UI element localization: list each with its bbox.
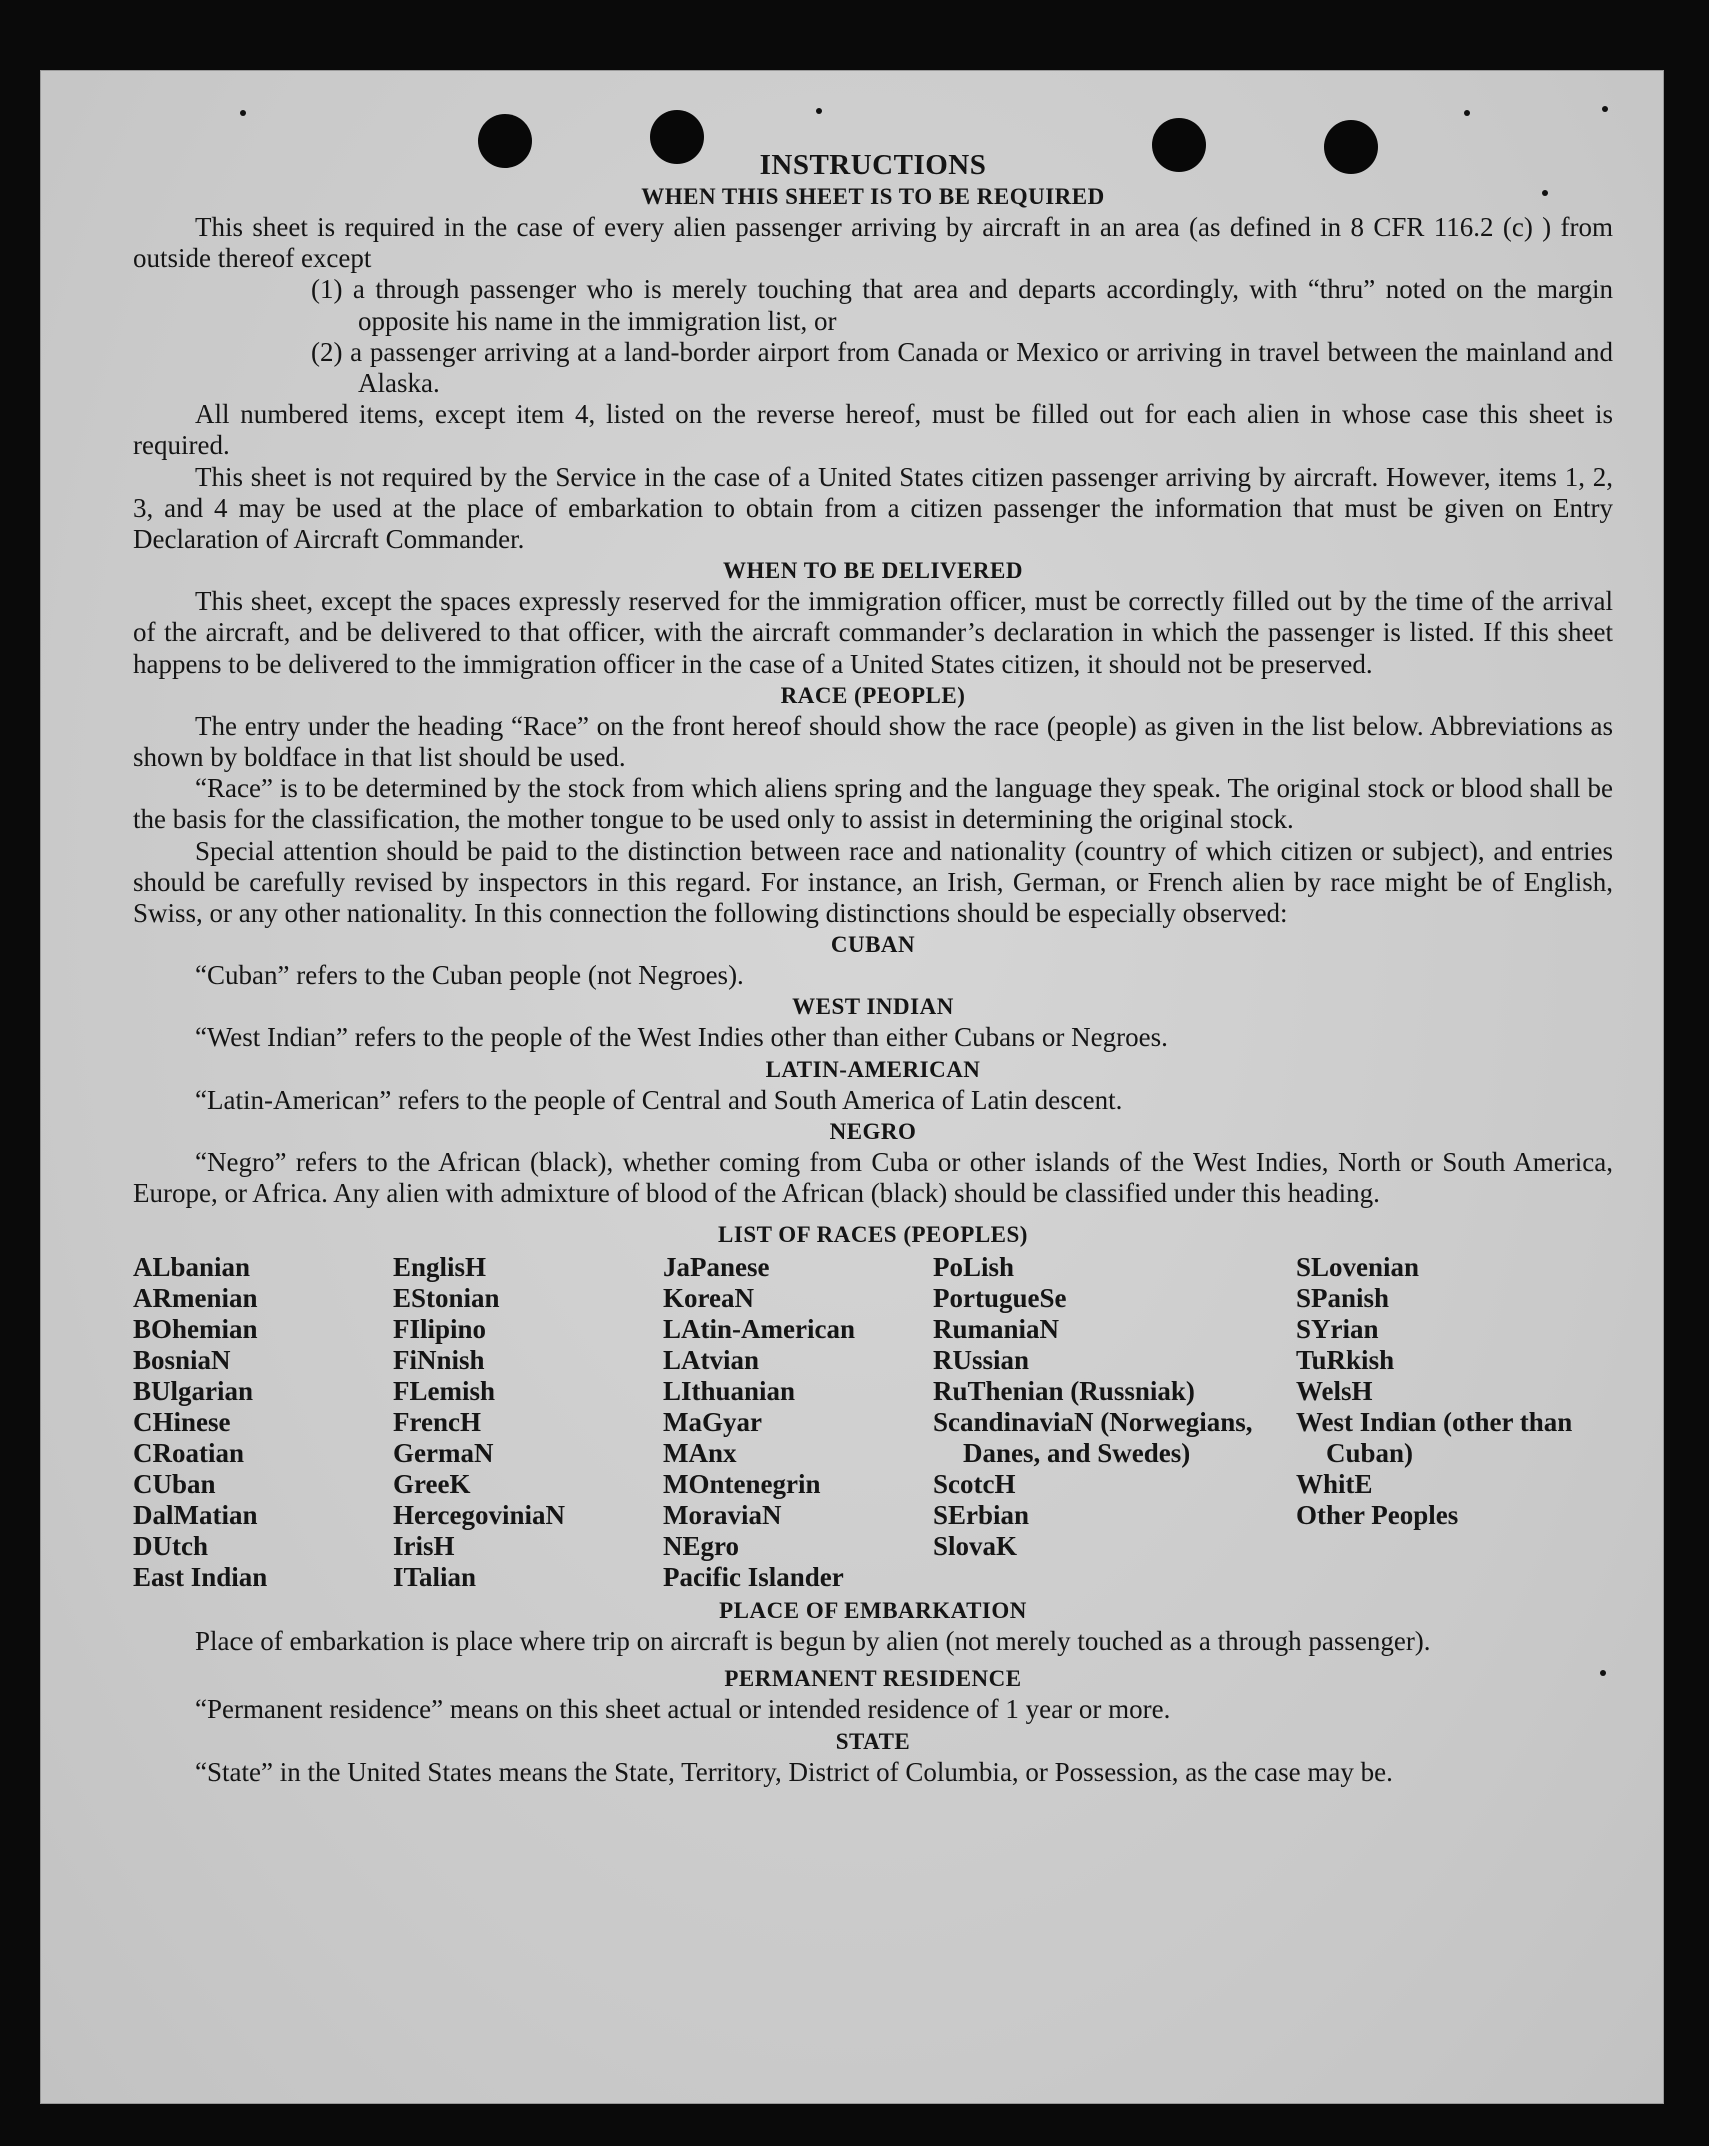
race-entry: LAtin-American [663, 1314, 855, 1345]
race-column [1296, 1252, 1613, 1593]
paragraph: “State” in the United States means the State, Territory, District of Columbia, or Possession, as the case may be. [195, 1756, 1393, 1787]
race-entry: NEgro [663, 1531, 740, 1562]
race-entry: ScandinaviaN (Norwegians, Danes, and Swedes) [933, 1407, 1253, 1469]
race-entry: LAtvian [663, 1345, 760, 1376]
paragraph: All numbered items, except item 4, listed on the reverse hereof, must be filled out for each alien in whose case this sheet is required. [133, 399, 1613, 461]
race-entry: FLemish [393, 1376, 496, 1407]
race-column [393, 1252, 663, 1593]
race-entry: LIthuanian [663, 1376, 796, 1407]
race-entry: Pacific Islander [663, 1562, 844, 1593]
race-column [133, 1252, 393, 1593]
race-entry: PortugueSe [933, 1283, 1067, 1314]
race-entry: ARmenian [133, 1283, 258, 1314]
race-entry: ScotcH [933, 1469, 1016, 1500]
race-entry: DalMatian [133, 1500, 258, 1531]
race-entry: BUlgarian [133, 1376, 254, 1407]
race-entry: PoLish [933, 1252, 1015, 1283]
race-entry: MoraviaN [663, 1500, 782, 1531]
document-page [40, 70, 1664, 2104]
race-entry: FrencH [393, 1407, 481, 1438]
race-entry: CRoatian [133, 1438, 245, 1469]
instructions-body [133, 150, 1613, 1788]
section-heading: LIST OF RACES (PEOPLES) [718, 1222, 1028, 1248]
race-entry: SPanish [1296, 1283, 1390, 1314]
race-entry: MAnx [663, 1438, 737, 1469]
paragraph: The entry under the heading “Race” on the front hereof should show the race (people) as given in the list below. Abbreviations as shown by boldface in that list should be used. [133, 710, 1613, 773]
race-list [133, 1252, 1613, 1593]
section-heading: STATE [835, 1728, 911, 1754]
section-heading: RACE (PEOPLE) [780, 682, 966, 708]
race-entry: BOhemian [133, 1314, 258, 1345]
race-entry: FIlipino [393, 1314, 487, 1345]
ink-speck [816, 108, 822, 114]
section-heading: WEST INDIAN [792, 994, 954, 1020]
race-entry: JaPanese [663, 1252, 770, 1283]
race-entry: East Indian [133, 1562, 268, 1593]
race-entry: RumaniaN [933, 1314, 1060, 1345]
race-entry: CHinese [133, 1407, 231, 1438]
section-heading: CUBAN [830, 932, 916, 958]
race-entry: EStonian [393, 1283, 500, 1314]
race-column [933, 1252, 1296, 1593]
paragraph: “Race” is to be determined by the stock from which aliens spring and the language they speak. The original stock or blood shall be the basis for the classification, the mother tongue to be used only to assist in determining the original stock. [133, 773, 1613, 835]
ink-speck [1602, 106, 1608, 112]
race-entry: BosniaN [133, 1345, 231, 1376]
race-entry: MaGyar [663, 1407, 762, 1438]
race-entry: EnglisH [393, 1252, 487, 1283]
ink-speck [1464, 110, 1470, 116]
paragraph: Special attention should be paid to the distinction between race and nationality (country of which citizen or subject), and entries should be carefully revised by inspectors in this regard. For instance, an Irish, German, or French alien by race might be of English, Swiss, or any other nationality. In this connection the following distinctions should be especially observed: [133, 835, 1613, 929]
paragraph: Place of embarkation is place where trip on aircraft is begun by alien (not merely touched as a through passenger). [195, 1626, 1431, 1657]
race-entry: DUtch [133, 1531, 208, 1562]
race-entry: WhitE [1296, 1469, 1373, 1500]
race-entry: RUssian [933, 1345, 1030, 1376]
race-entry: CUban [133, 1469, 216, 1500]
race-entry: SlovaK [933, 1531, 1018, 1562]
race-entry: ITalian [393, 1562, 477, 1593]
ink-speck [240, 110, 246, 116]
race-entry: MOntenegrin [663, 1469, 821, 1500]
paragraph: This sheet, except the spaces expressly reserved for the immigration officer, must be correctly filled out by the time of the arrival of the aircraft, and be delivered to that officer, with the aircraft commander’s declaration in which the passenger is listed. If this sheet happens to be delivered to the immigration officer in the case of a United States citizen, it should not be preserved. [133, 586, 1613, 679]
paragraph: “West Indian” refers to the people of the West Indies other than either Cubans or Negroes. [195, 1022, 1168, 1053]
paragraph: “Latin-American” refers to the people of Central and South America of Latin descent. [195, 1084, 1123, 1115]
section-heading: NEGRO [829, 1118, 917, 1144]
race-entry: GermaN [393, 1438, 494, 1469]
race-entry: GreeK [393, 1469, 471, 1500]
paragraph: “Permanent residence” means on this sheet actual or intended residence of 1 year or more. [195, 1694, 1171, 1725]
race-entry: SYrian [1296, 1314, 1379, 1345]
race-entry: TuRkish [1296, 1345, 1395, 1376]
paragraph: “Negro” refers to the African (black), whether coming from Cuba or other islands of the West Indies, North or South America, Europe, or Africa. Any alien with admixture of blood of the African (black) should be classified under this heading. [133, 1146, 1613, 1209]
race-entry: West Indian (other than Cuban) [1296, 1407, 1573, 1469]
race-column [663, 1252, 933, 1593]
paragraph: This sheet is not required by the Service in the case of a United States citizen passenger arriving by aircraft. However, items 1, 2, 3, and 4 may be used at the place of embarkation to obtain from a citizen passenger the information that must be given on Entry Declaration of Aircraft Commander. [133, 461, 1613, 555]
race-entry: HercegoviniaN [393, 1500, 565, 1531]
race-entry: FiNnish [393, 1345, 485, 1376]
section-heading: WHEN TO BE DELIVERED [723, 558, 1023, 584]
page-title: INSTRUCTIONS [759, 149, 987, 181]
race-entry: IrisH [393, 1531, 455, 1562]
race-entry: RuThenian (Russniak) [933, 1376, 1195, 1407]
section-heading: PERMANENT RESIDENCE [724, 1666, 1022, 1692]
race-entry: WelsH [1296, 1376, 1373, 1407]
race-entry: Other Peoples [1296, 1500, 1459, 1531]
race-entry: SErbian [933, 1500, 1030, 1531]
race-entry: SLovenian [1296, 1252, 1420, 1283]
list-item: (1) a through passenger who is merely touching that area and departs accordingly, with “thru” noted on the margin opposite his name in the immigration list, or [311, 274, 1613, 336]
race-entry: KoreaN [663, 1283, 754, 1314]
paragraph: This sheet is required in the case of every alien passenger arriving by aircraft in an area (as defined in 8 CFR 116.2 (c) ) from outside thereof except [133, 212, 1613, 274]
section-heading: LATIN-AMERICAN [765, 1056, 981, 1082]
section-heading: PLACE OF EMBARKATION [719, 1598, 1027, 1624]
paragraph: “Cuban” refers to the Cuban people (not Negroes). [195, 960, 744, 991]
race-entry: ALbanian [133, 1252, 251, 1283]
section-heading: WHEN THIS SHEET IS TO BE REQUIRED [641, 184, 1105, 209]
list-item: (2) a passenger arriving at a land-border airport from Canada or Mexico or arriving in travel between the mainland and Alaska. [311, 336, 1613, 399]
